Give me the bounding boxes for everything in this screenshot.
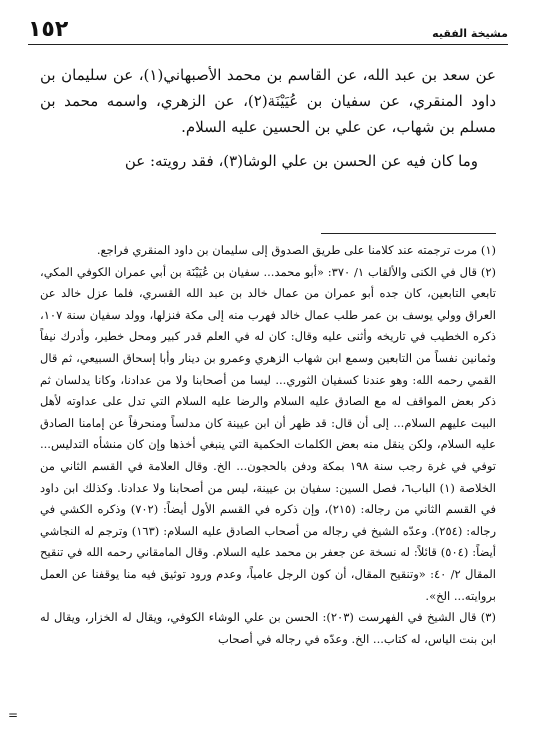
page-number: ١٥٢ <box>28 17 69 42</box>
page-header <box>28 14 508 45</box>
main-text <box>40 62 496 182</box>
footnote-separator <box>321 233 496 234</box>
running-title: مشيخة الفقيه <box>432 27 508 40</box>
footnote: (١) مرت ترجمته عند كلامنا على طريق الصدوق إلى سليمان بن داود المنقري فراجع. <box>96 243 496 257</box>
continuation-mark: = <box>8 708 19 722</box>
footnotes <box>40 240 496 650</box>
footnote: (٣) قال الشيخ في الفهرست (٢٠٣): الحسن بن علي الوشاء الكوفي، ويقال له الخزار، ويقال له ابن بنت الياس، له كتاب... الخ. وعدّه في رجاله في أصحاب <box>40 610 496 646</box>
main-paragraph: وما كان فيه عن الحسن بن علي الوشا(٣)، فقد رويته: عن <box>124 152 478 170</box>
main-paragraph: عن سعد بن عبد الله، عن القاسم بن محمد الأصبهاني(١)، عن سليمان بن داود المنقري، عن سفيان بن عُيَيْنَة(٢)، عن الزهري، واسمه محمد بن مسلم بن شهاب، عن علي بن الحسين عليه السلام. <box>40 66 496 136</box>
footnote: (٢) قال في الكنى والألقاب ١/ ٣٧٠: «أبو محمد... سفيان بن عُيَيْنَة بن أبي عمران الكوفي المكي، تابعي التابعين، كان جده أبو عمران من عمال خالد بن عبد الله القسري، فلما عزل خالد عن العراق وولي يوسف بن عمر طلب عمال خالد فهرب منه إلى مكة فنزلها، وولد سفيان سنة ١٠٧، ذكره الخطيب في تاريخه وأثنى عليه وقال: كان له في العلم قدر كبير ومحل خطير، وأدرك نيفاً وثمانين نفساً من التابعين وسمع ابن شهاب الزهري وعمرو بن دينار وأبا إسحاق السبيعي، ثم قال القمي رحمه الله: وهو عندنا كسفيان الثوري... ليسا من أصحابنا ولا من عدادنا، وكانا يدلسان ثم ذكر بعض المواقف له مع الصادق عليه السلام والرضا عليه السلام التي تدل على عداوته لأهل البيت عليهم السلام... إلى أن قال: قد ظهر أن ابن عيينة كان مدلساً ومنحرفاً عن إمامنا الصادق عليه السلام، ولكن ينقل منه بعض الكلمات الحكمية التي ينبغي أخذها وإن كان منشأه التدليس... توفي في غرة رجب سنة ١٩٨ بمكة ودفن بالحجون... الخ. وقال العلامة في القسم الثاني من الخلاصة (١) الباب٦، فصل السين: سفيان بن عيينة، ليس من أصحابنا ولا عدادنا. وكذلك ابن داود في القسم الثاني من رجاله: (٢١٥)، وإن ذكره في القسم الأول أيضاً: (٧٠٢) وذكره الكشي في رجاله: (٢٥٤). وعدّه الشيخ في رجاله من أصحاب الصادق عليه السلام: (١٦٣) وترجم له النجاشي أيضاً: (٥٠٤) قائلاً: له نسخة عن جعفر بن محمد عليه السلام. وقال المامقاني رحمه الله في تنقيح المقال ٢/ ٤٠: «وتنقيح المقال، أن كون الرجل عامياً، وعدم ورود توثيق فيه منا يوقفنا عن العمل بروايته... الخ». <box>40 264 496 603</box>
